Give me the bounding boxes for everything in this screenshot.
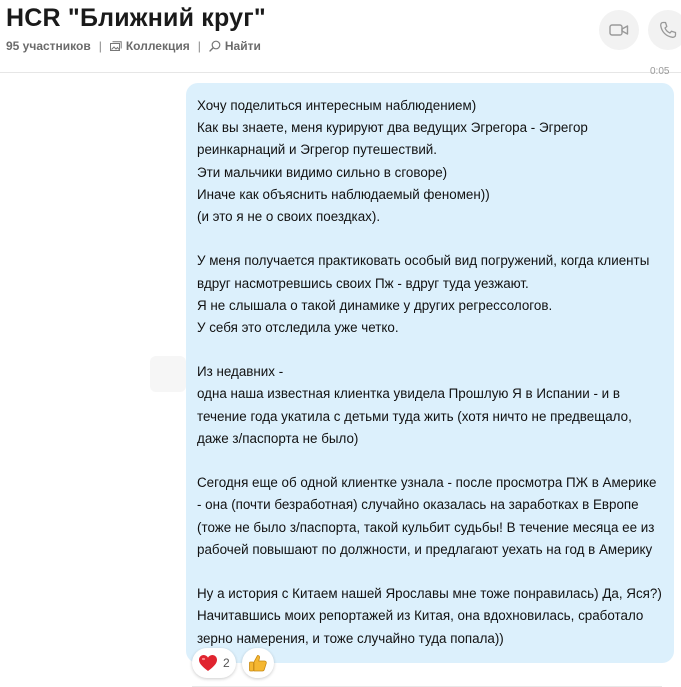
collection-label: Коллекция	[125, 39, 190, 53]
message-line: (и это я не о своих поездках).	[197, 208, 381, 224]
message-blank-line	[197, 228, 662, 250]
message-line: Эти мальчики видимо сильно в сговоре)	[197, 164, 448, 180]
thumbs-up-icon	[248, 653, 268, 673]
message-line: - она (почти безработная) случайно оказалась на заработках в Европе	[197, 497, 639, 513]
message-line: зерно намерения, и тоже случайно туда попала))	[197, 630, 504, 646]
message-line: (тоже не было з/паспорта, такой кульбит судьбы! В течение месяца ее из	[197, 519, 655, 535]
message-line: течение года укатила с детьми туда жить (хотя ничто не предвещало,	[197, 408, 632, 424]
message-line: одна наша известная клиентка увидела Прошлую Я в Испании - и в	[197, 386, 620, 402]
message-blank-line	[197, 450, 662, 472]
message-line: реинкарнаций и Эгрегор путешествий.	[197, 142, 438, 158]
audio-call-button[interactable]	[648, 10, 681, 50]
heart-reaction-count: 2	[223, 656, 230, 670]
phone-icon	[659, 21, 677, 39]
heart-icon	[198, 654, 218, 672]
message-timestamp: 0:05	[650, 66, 670, 77]
video-call-button[interactable]	[599, 10, 639, 50]
search-icon	[209, 40, 221, 52]
chat-subheader	[6, 39, 261, 53]
message-line: У меня получается практиковать особый вид погружений, когда клиенты	[197, 253, 650, 269]
message-line: даже з/паспорта не было)	[197, 430, 359, 446]
message-line: рабочей повышают по должности, и предлагают уехать на год в Америку	[197, 541, 653, 557]
message-blank-line	[197, 339, 662, 361]
message-line: Хочу поделиться интересным наблюдением)	[197, 98, 477, 113]
message-line: Я не слышала о такой динамике у других регрессологов.	[197, 297, 553, 313]
participants-link[interactable]: 95 участников	[6, 39, 91, 53]
message-blank-line	[197, 561, 662, 583]
message-line: Начитавшись моих репортажей из Китая, она вдохновилась, сработало	[197, 608, 644, 624]
message-line: Из недавних -	[197, 364, 284, 380]
video-camera-icon	[609, 23, 629, 37]
find-link[interactable]	[209, 39, 261, 53]
message-line: Сегодня еще об одной клиентке узнала - после просмотра ПЖ в Америке	[197, 475, 657, 491]
chat-title[interactable]: HCR "Ближний круг"	[6, 4, 266, 32]
message-line: Иначе как объяснить наблюдаемый феномен))	[197, 186, 490, 202]
message-line: У себя это отследила уже четко.	[197, 319, 399, 335]
separator: |	[98, 39, 102, 53]
message-line: вдруг насмотревшись своих Пж - вдруг туда уезжают.	[197, 275, 529, 291]
separator: |	[197, 39, 201, 53]
collection-link[interactable]	[110, 39, 190, 53]
find-label: Найти	[224, 39, 261, 53]
message-line: Как вы знаете, меня курируют два ведущих Эгрегора - Эгрегор	[197, 120, 588, 136]
message-bubble[interactable]	[186, 83, 674, 663]
reactions-bar	[192, 648, 274, 678]
gallery-icon	[110, 41, 122, 52]
sender-avatar-placeholder	[150, 356, 186, 392]
heart-reaction[interactable]	[192, 648, 236, 678]
thumbs-up-reaction[interactable]	[242, 648, 274, 678]
chat-header	[0, 0, 681, 73]
message-line: Ну а история с Китаем нашей Ярославы мне тоже понравилась) Да, Яся?)	[197, 586, 662, 602]
